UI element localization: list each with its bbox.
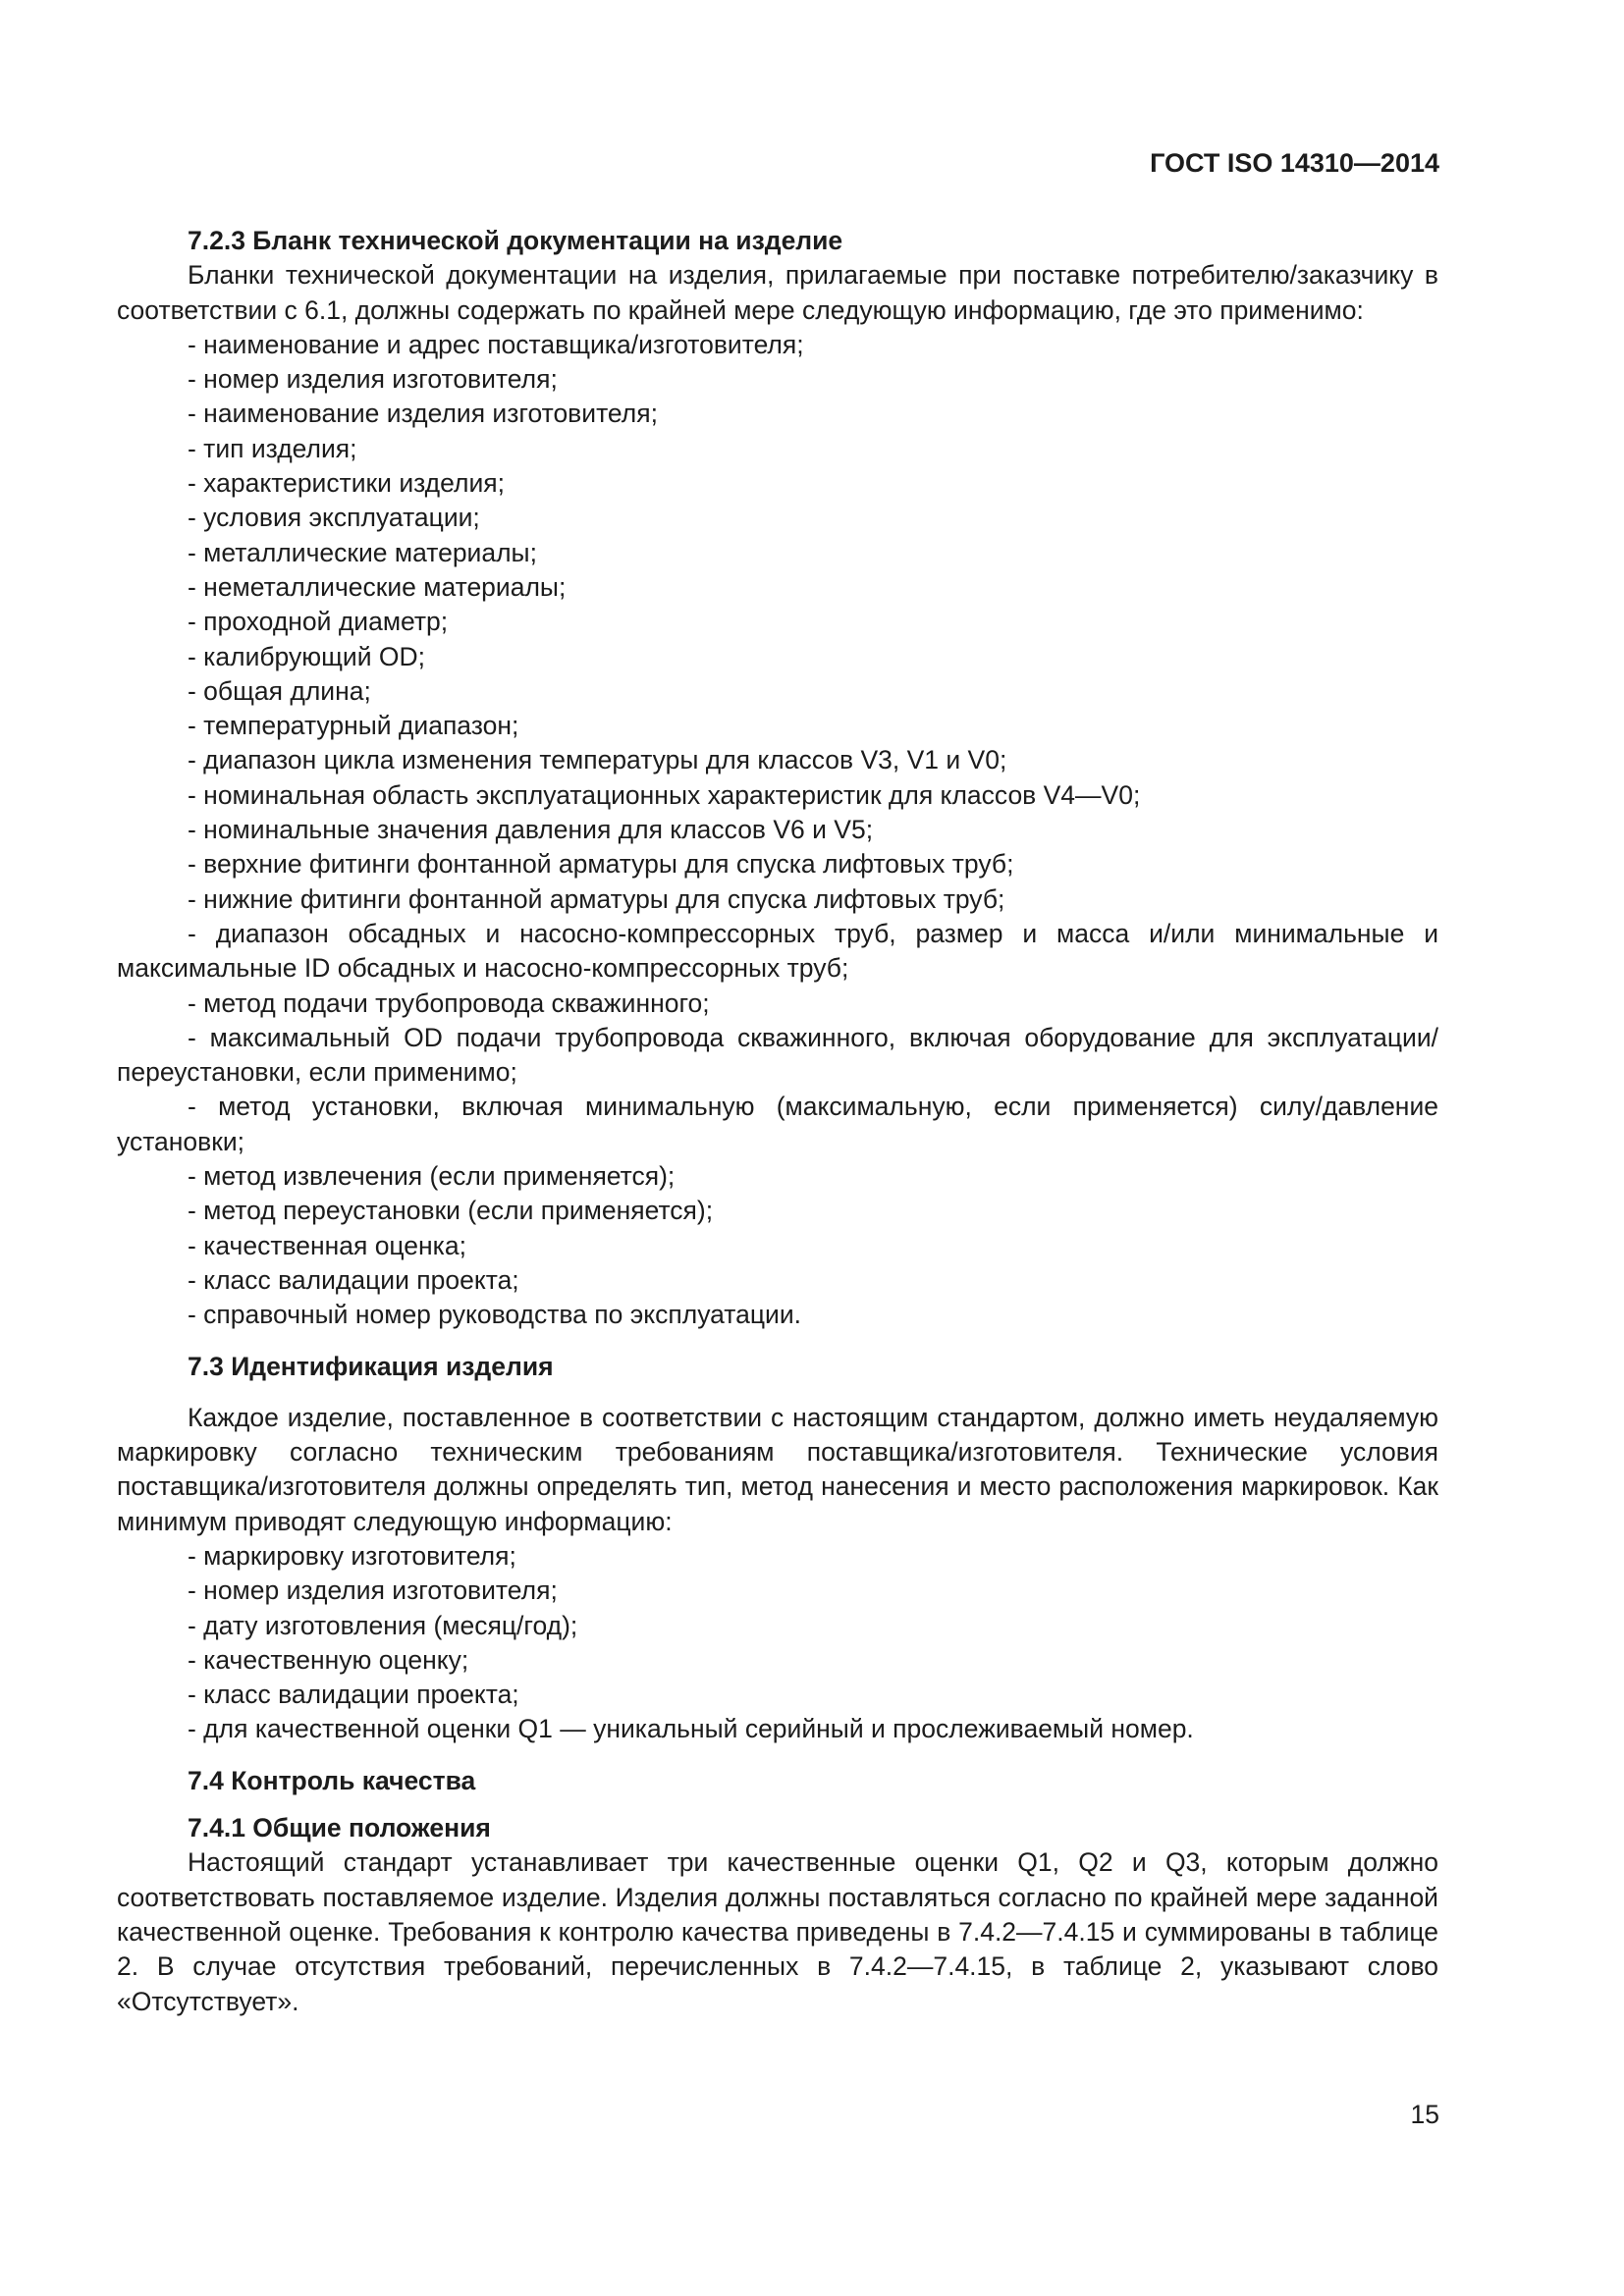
list-item: - калибрующий OD;: [188, 641, 425, 671]
list-item: - справочный номер руководства по эксплуатации.: [188, 1300, 802, 1330]
list-item: - номинальные значения давления для классов V6 и V5;: [188, 815, 874, 845]
list-item: - класс валидации проекта;: [188, 1264, 519, 1295]
list-item: - металлические материалы;: [188, 537, 537, 567]
list-item: - метод подачи трубопровода скважинного;: [188, 988, 710, 1018]
page-header-doc-id: ГОСТ ISO 14310—2014: [1150, 148, 1439, 178]
list-item: - наименование изделия изготовителя;: [188, 399, 658, 429]
list-item: - проходной диаметр;: [188, 607, 449, 637]
list-item: - верхние фитинги фонтанной арматуры для спуска лифтовых труб;: [188, 849, 1014, 880]
section-7-4-heading: 7.4 Контроль качества: [188, 1765, 476, 1795]
section-7-2-3-heading: 7.2.3 Бланк технической документации на изделие: [188, 226, 843, 255]
list-item: - наименование и адрес поставщика/изготовителя;: [188, 329, 804, 359]
list-item: - номер изделия изготовителя;: [188, 1575, 558, 1606]
list-item: - общая длина;: [188, 675, 371, 706]
list-item: - маркировку изготовителя;: [188, 1540, 516, 1571]
list-item: - температурный диапазон;: [188, 711, 519, 741]
list-item: - неметаллические материалы;: [188, 571, 567, 602]
list-item: - для качественной оценки Q1 — уникальный серийный и прослеживаемый номер.: [188, 1714, 1194, 1744]
list-item: - качественная оценка;: [188, 1230, 466, 1260]
list-item: - метод переустановки (если применяется);: [188, 1196, 714, 1226]
list-item: - максимальный OD подачи трубопровода скважинного, включая оборудование для эксплуатации/переустановки, если применимо;: [117, 1022, 1438, 1088]
list-item: - номинальная область эксплуатационных характеристик для классов V4—V0;: [188, 779, 1141, 810]
list-item: - дату изготовления (месяц/год);: [188, 1610, 578, 1640]
list-item: - диапазон цикла изменения температуры для классов V3, V1 и V0;: [188, 745, 1007, 775]
list-item: - тип изделия;: [188, 433, 357, 463]
section-7-4-1-text: Настоящий стандарт устанавливает три качественные оценки Q1, Q2 и Q3, которым должно соответствовать поставляемое изделие. Изделия должны поставляться согласно по крайней мере заданной качественной оценке. Требования к контролю качества приведены в 7.4.2—7.4.15 и суммированы в таблице 2. В случае отсутствия требований, перечисленных в 7.4.2—7.4.15, в таблице 2, указывают слово «Отсутствует».: [117, 1847, 1438, 2016]
section-7-2-3-intro: Бланки технической документации на изделия, прилагаемые при поставке потребителю/заказчику в соответствии с 6.1, должны содержать по крайней мере следующую информацию, где это применимо:: [117, 260, 1438, 325]
section-7-3-heading: 7.3 Идентификация изделия: [188, 1351, 554, 1381]
list-item: - диапазон обсадных и насосно-компрессорных труб, размер и масса и/или минимальные и максимальные ID обсадных и насосно-компрессорных труб;: [117, 918, 1438, 984]
section-7-3-intro: Каждое изделие, поставленное в соответствии с настоящим стандартом, должно иметь неудаляемую маркировку согласно техническим требованиям поставщика/изготовителя. Технические условия поставщика/изготовителя должны определять тип, метод нанесения и место расположения маркировок. Как минимум приводят следующую информацию:: [117, 1402, 1438, 1536]
list-item: - класс валидации проекта;: [188, 1680, 519, 1710]
list-item: - условия эксплуатации;: [188, 503, 480, 533]
section-7-4-1-heading: 7.4.1 Общие положения: [188, 1813, 491, 1843]
page-number: 15: [1410, 2100, 1439, 2129]
list-item: - характеристики изделия;: [188, 468, 505, 499]
list-item: - метод извлечения (если применяется);: [188, 1161, 676, 1192]
list-item: - метод установки, включая минимальную (максимальную, если применяется) силу/давление установки;: [117, 1092, 1438, 1156]
list-item: - нижние фитинги фонтанной арматуры для спуска лифтовых труб;: [188, 883, 1005, 914]
list-item: - номер изделия изготовителя;: [188, 364, 558, 395]
page-content: [117, 224, 1438, 2019]
list-item: - качественную оценку;: [188, 1644, 469, 1675]
